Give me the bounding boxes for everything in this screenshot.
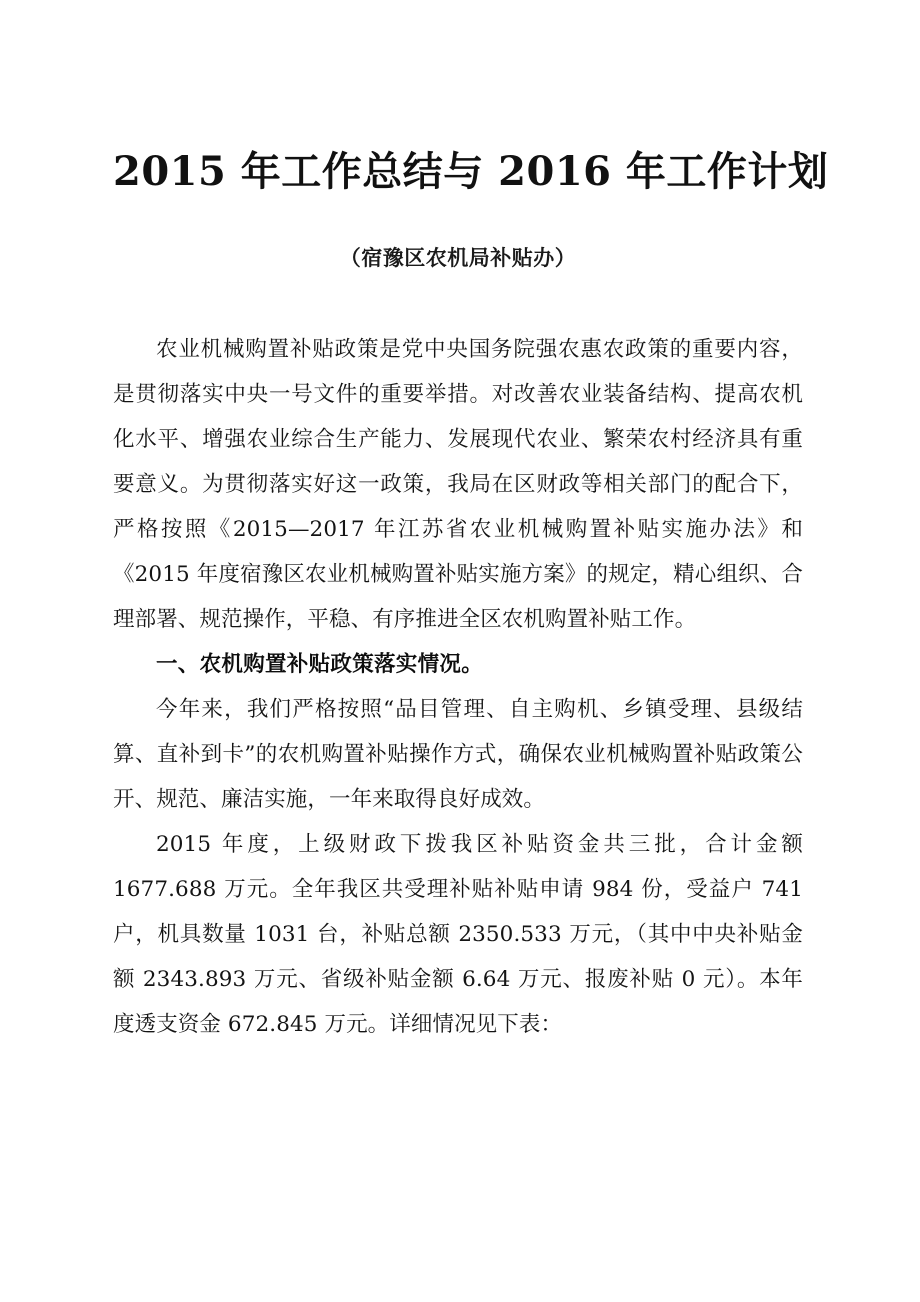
paragraph-subsidy-figures: 2015 年度，上级财政下拨我区补贴资金共三批，合计金额 1677.688 万元。全年我区共受理补贴补贴申请 984 份，受益户 741 户，机具数量 1031 台，补贴总额 2350.533 万元，（其中中央补贴金额 2343.893 万元、省级补贴金额 6.64 万元、报废补贴 0 元）。本年度透支资金 672.845 万元。详细情况见下表： <box>113 832 803 1037</box>
document-content <box>113 0 829 1047</box>
document-subtitle: （宿豫区农机局补贴办） <box>339 245 577 270</box>
paragraph-intro: 农业机械购置补贴政策是党中央国务院强农惠农政策的重要内容，是贯彻落实中央一号文件的重要举措。对改善农业装备结构、提高农机化水平、增强农业综合生产能力、发展现代农业、繁荣农村经济具有重要意义。为贯彻落实好这一政策，我局在区财政等相关部门的配合下，严格按照《2015—2017 年江苏省农业机械购置补贴实施办法》和《2015 年度宿豫区农业机械购置补贴实施方案》的规定，精心组织、合理部署、规范操作，平稳、有序推进全区农机购置补贴工作。 <box>113 337 803 632</box>
document-body <box>113 272 803 1047</box>
section-heading-one: 一、农机购置补贴政策落实情况。 <box>156 652 484 677</box>
paragraph-policy-implementation: 今年来，我们严格按照“品目管理、自主购机、乡镇受理、县级结算、直补到卡”的农机购置补贴操作方式，确保农业机械购置补贴政策公开、规范、廉洁实施，一年来取得良好成效。 <box>113 697 803 812</box>
page-title: 2015 年工作总结与 2016 年工作计划 <box>113 148 829 195</box>
